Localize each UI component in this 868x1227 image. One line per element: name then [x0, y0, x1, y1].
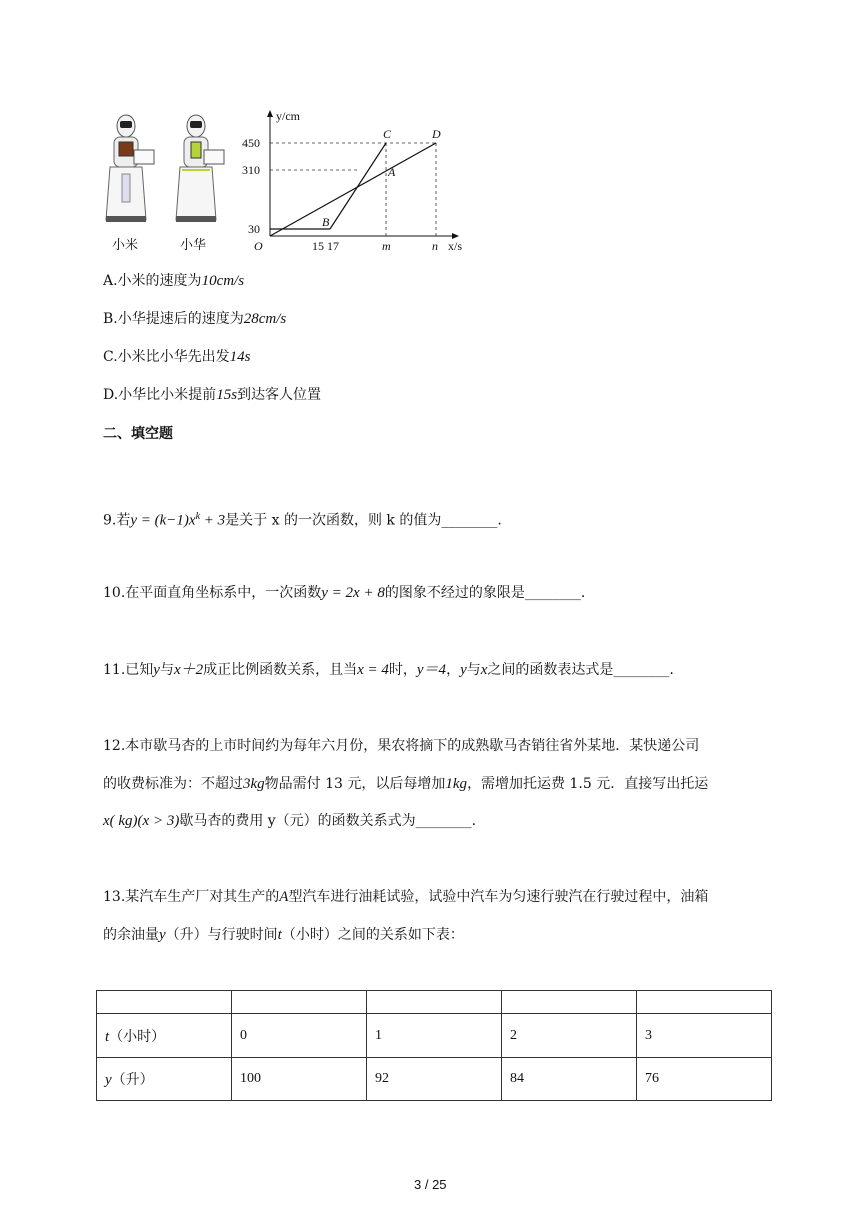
option-a-text: A.小米的速度为	[103, 273, 202, 289]
fuel-table	[96, 990, 772, 1101]
q12-text-d: 歇马杏的费用 y（元）的函数关系式为________.	[179, 813, 477, 829]
q11-math-3: x = 4	[357, 662, 389, 678]
q12-text-b: 物品需付 13 元，以后每增加	[264, 776, 446, 792]
x-tick-1517: 15 17	[312, 239, 339, 253]
q13-math-2: y	[159, 927, 166, 943]
table-cell-label	[97, 1014, 232, 1058]
option-a-math: 10cm/s	[201, 273, 245, 289]
option-c-math: 14s	[229, 349, 251, 365]
table-header-row	[97, 991, 772, 1014]
question-13-line-1	[103, 888, 708, 906]
table-var-y: y	[105, 1072, 112, 1088]
q13-text-c: 的余油量	[103, 927, 159, 943]
table-cell: 0	[232, 1014, 367, 1058]
option-b-text: B.小华提速后的速度为	[103, 311, 244, 327]
point-c-label: C	[383, 127, 392, 141]
distance-time-graph	[240, 108, 480, 256]
option-d	[103, 386, 321, 404]
q9-math-1: y = (k−1)x	[130, 512, 196, 529]
origin-label: O	[254, 239, 263, 253]
q9-sup: k	[195, 511, 201, 522]
question-12-line-1: 12.本市歇马杏的上市时间约为每年六月份，果农将摘下的成熟歇马杏销往省外某地．某快递公司	[103, 738, 700, 754]
table-unit-t: （小时）	[109, 1028, 166, 1045]
table-row	[97, 1014, 772, 1058]
q11-text-6: 与	[466, 662, 481, 678]
q12-math-2: 1kg	[445, 776, 468, 792]
q13-math-3: t	[277, 927, 282, 943]
q11-math-1: y	[153, 662, 160, 678]
q11-text-4: 时，	[388, 662, 417, 678]
x-axis-label: x/s	[448, 239, 463, 253]
q12-math-1: 3kg	[243, 776, 265, 792]
robot-xiaomi-label: 小米	[112, 238, 139, 253]
x-tick-n: n	[432, 239, 438, 253]
page-number: 3 / 25	[414, 1177, 447, 1192]
q11-math-4: y＝4	[416, 662, 447, 678]
q13-text-a: 13.某汽车生产厂对其生产的	[103, 889, 280, 905]
option-b-math: 28cm/s	[243, 311, 287, 327]
q12-text-a: 的收费标准为：不超过	[103, 776, 243, 792]
q11-math-2: x＋2	[173, 662, 204, 678]
point-b-label: B	[322, 215, 330, 229]
q13-text-e: （小时）之间的关系如下表：	[281, 927, 464, 943]
y-tick-450: 450	[242, 136, 260, 150]
option-d-text1: D.小华比小米提前	[103, 387, 217, 403]
point-a-label: A	[388, 165, 396, 179]
q11-math-6: x	[480, 662, 488, 678]
question-11	[103, 661, 674, 679]
option-c	[103, 348, 251, 366]
table-cell-label	[97, 1058, 232, 1101]
q9-text-1: 9.若	[103, 512, 131, 529]
question-10	[103, 584, 585, 602]
q10-math-1: y = 2x + 8	[321, 585, 385, 601]
q12-text-c: ，需增加托运费 1.5 元．直接写出托运	[467, 776, 709, 792]
y-tick-310: 310	[242, 163, 260, 177]
q10-text-2: 的图象不经过的象限是________.	[384, 585, 586, 601]
robot-xiaohua-icon	[176, 115, 224, 222]
y-tick-30: 30	[248, 222, 260, 236]
question-13-line-2	[103, 926, 464, 944]
point-d-label: D	[432, 127, 441, 141]
table-cell: 3	[637, 1014, 772, 1058]
option-c-text: C.小米比小华先出发	[103, 349, 230, 365]
x-tick-m: m	[382, 239, 391, 253]
option-d-text2: 到达客人位置	[237, 387, 322, 403]
table-cell: 84	[502, 1058, 637, 1101]
xiaohua-line-2	[330, 143, 386, 229]
table-unit-y: （升）	[111, 1072, 154, 1088]
question-12-line-2	[103, 775, 708, 793]
q13-text-d: （升）与行驶时间	[165, 927, 278, 943]
table-cell: 1	[367, 1014, 502, 1058]
question-9	[103, 508, 502, 530]
section-title: 二、填空题	[103, 426, 173, 442]
q10-text-1: 10.在平面直角坐标系中，一次函数	[103, 585, 322, 601]
q11-text-3: 成正比例函数关系，且当	[203, 662, 358, 678]
q9-text-2: 是关于 x 的一次函数，则 k 的值为________.	[225, 512, 502, 529]
y-axis-label: y/cm	[276, 109, 300, 123]
robot-xiaohua-label: 小华	[180, 238, 207, 253]
q12-math-3: x( kg)(x > 3)	[103, 813, 180, 829]
xiaomi-line	[270, 143, 436, 236]
table-cell: 100	[232, 1058, 367, 1101]
table-cell: 76	[637, 1058, 772, 1101]
option-a	[103, 272, 244, 290]
question-12-line-3	[103, 812, 476, 830]
q11-text-2: 与	[159, 662, 174, 678]
q11-text-7: 之间的函数表达式是________.	[487, 662, 674, 678]
q13-math-1: A	[279, 889, 289, 905]
table-cell: 92	[367, 1058, 502, 1101]
q11-math-5: y	[460, 662, 467, 678]
q9-math-2: + 3	[200, 512, 226, 529]
table-var-t: t	[105, 1028, 110, 1045]
q13-text-b: 型汽车进行油耗试验，试验中汽车为匀速行驶汽在行驶过程中，油箱	[288, 889, 709, 905]
table-row	[97, 1058, 772, 1101]
option-b	[103, 310, 286, 328]
option-d-math: 15s	[216, 387, 238, 403]
robot-xiaomi-icon	[106, 115, 154, 222]
robots-illustration	[96, 112, 236, 234]
q11-text-1: 11.已知	[103, 662, 154, 678]
table-cell: 2	[502, 1014, 637, 1058]
q11-text-5: ，	[446, 662, 461, 678]
